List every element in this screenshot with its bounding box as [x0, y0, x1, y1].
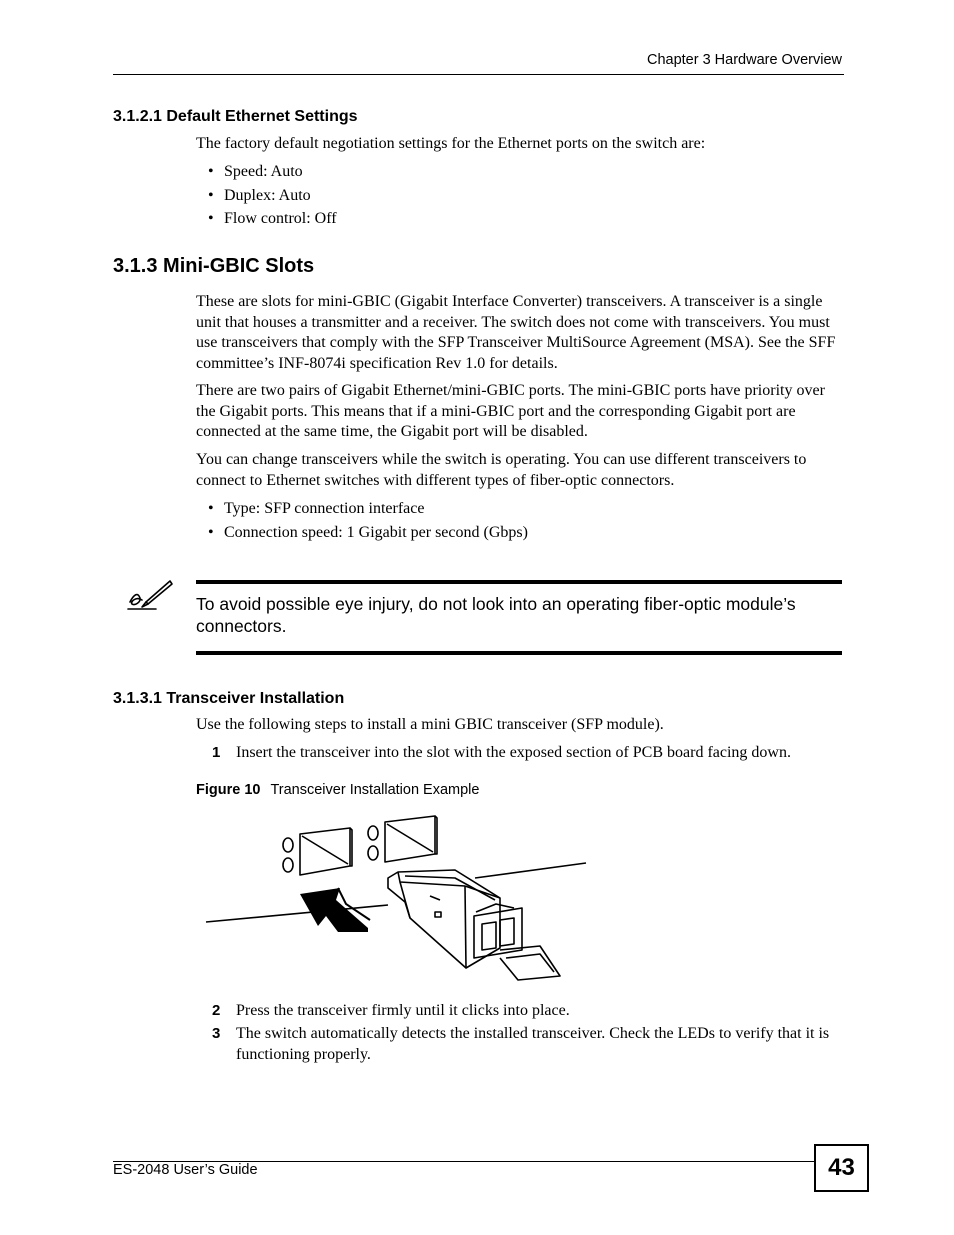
heading-mini-gbic-slots: 3.1.3 Mini-GBIC Slots	[113, 255, 315, 277]
list-item: • Type: SFP connection interface	[196, 499, 528, 523]
default-settings-list	[196, 162, 337, 233]
page-number: 43	[814, 1144, 869, 1192]
step-text: The switch automatically detects the installed transceiver. Check the LEDs to verify that it is functioning properly.	[236, 1025, 830, 1063]
pen-note-icon	[126, 578, 176, 614]
footer-guide-title: ES-2048 User’s Guide	[113, 1162, 258, 1178]
step-number: 2	[212, 1002, 221, 1019]
list-item: • Duplex: Auto	[196, 186, 337, 210]
list-item: • Speed: Auto	[196, 162, 337, 186]
mini-gbic-para-3: You can change transceivers while the switch is operating. You can use different transceivers to connect to Ethernet switches with different types of fiber-optic connectors.	[196, 451, 807, 489]
note-top-rule	[196, 580, 842, 584]
mini-gbic-list	[196, 499, 528, 546]
step-text: Press the transceiver firmly until it clicks into place.	[236, 1002, 570, 1019]
figure-title: Transceiver Installation Example	[270, 782, 480, 798]
note-bottom-rule	[196, 651, 842, 655]
figure-caption	[196, 782, 479, 798]
running-header: Chapter 3 Hardware Overview	[646, 52, 842, 68]
step-text: Insert the transceiver into the slot with the exposed section of PCB board facing down.	[236, 744, 791, 761]
installation-intro: Use the following steps to install a mini GBIC transceiver (SFP module).	[196, 716, 664, 733]
mini-gbic-para-1: These are slots for mini-GBIC (Gigabit Interface Converter) transceivers. A transceiver is a single unit that houses a transmitter and a receiver. The switch does not come with transceivers. You must use transceivers that comply with the SFP Transceiver MultiSource Agreement (MSA). See the SFF committee’s INF-8074i specification Rev 1.0 for details.	[196, 293, 836, 372]
note-text: To avoid possible eye injury, do not look into an operating fiber-optic module’s connectors.	[196, 594, 796, 636]
list-item: • Connection speed: 1 Gigabit per second (Gbps)	[196, 523, 528, 547]
step-number: 3	[212, 1025, 221, 1042]
figure-label: Figure 10	[196, 782, 261, 798]
default-settings-intro: The factory default negotiation settings for the Ethernet ports on the switch are:	[196, 135, 706, 152]
step-number: 1	[212, 744, 221, 761]
header-rule	[113, 74, 844, 75]
heading-default-ethernet-settings: 3.1.2.1 Default Ethernet Settings	[113, 108, 358, 125]
heading-transceiver-installation: 3.1.3.1 Transceiver Installation	[113, 690, 345, 707]
mini-gbic-para-2: There are two pairs of Gigabit Ethernet/mini-GBIC ports. The mini-GBIC ports have priority over the Gigabit ports. This means that if a mini-GBIC port and the corresponding Gigabit port are connected at the same time, the Gigabit port will be disabled.	[196, 382, 825, 440]
list-item: • Flow control: Off	[196, 209, 337, 233]
transceiver-installation-figure	[200, 808, 600, 988]
